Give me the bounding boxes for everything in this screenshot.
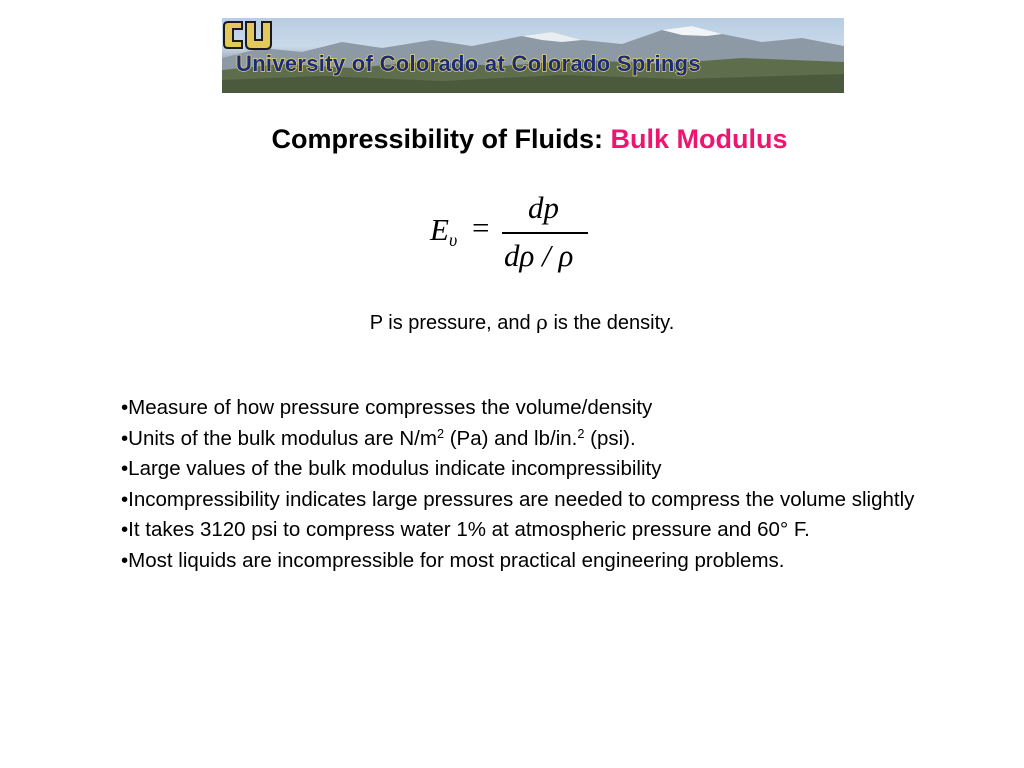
fraction-bar bbox=[502, 232, 588, 234]
caption-symbol: ρ bbox=[536, 310, 548, 334]
title-main: Compressibility of Fluids: bbox=[271, 124, 603, 154]
formula-lhs: Eυ bbox=[430, 212, 458, 250]
caption-before: P is pressure, and bbox=[369, 312, 537, 334]
bullet-item: •Large values of the bulk modulus indicate incompressibility bbox=[121, 457, 662, 481]
bullet-item: •Incompressibility indicates large pressures are needed to compress the volume slightly bbox=[121, 487, 915, 511]
title-accent: Bulk Modulus bbox=[610, 124, 788, 154]
university-banner bbox=[222, 18, 844, 93]
formula-subscript: υ bbox=[448, 230, 458, 250]
bullet-item: •It takes 3120 psi to compress water 1% at atmospheric pressure and 60° F. bbox=[121, 518, 810, 542]
bullet-item: •Units of the bulk modulus are $N/m^2$ (Pa) and lb/in.$^2$ (psi). bbox=[121, 425, 636, 450]
bulk-modulus-formula bbox=[424, 190, 604, 280]
formula-equals: = bbox=[472, 210, 490, 245]
formula-denominator: dρ / ρ bbox=[504, 238, 574, 273]
caption-after: is the density. bbox=[547, 312, 675, 334]
slide-title bbox=[0, 124, 1024, 155]
bullet-item: •Measure of how pressure compresses the volume/density bbox=[121, 396, 653, 419]
cu-logo-icon bbox=[222, 18, 274, 52]
banner-text: University of Colorado at Colorado Springs bbox=[236, 51, 701, 76]
bullet-item: •Most liquids are incompressible for most practical engineering problems. bbox=[121, 548, 785, 572]
formula-numerator: dp bbox=[528, 190, 559, 225]
formula-caption bbox=[0, 310, 1024, 335]
bullet-list bbox=[121, 393, 971, 577]
